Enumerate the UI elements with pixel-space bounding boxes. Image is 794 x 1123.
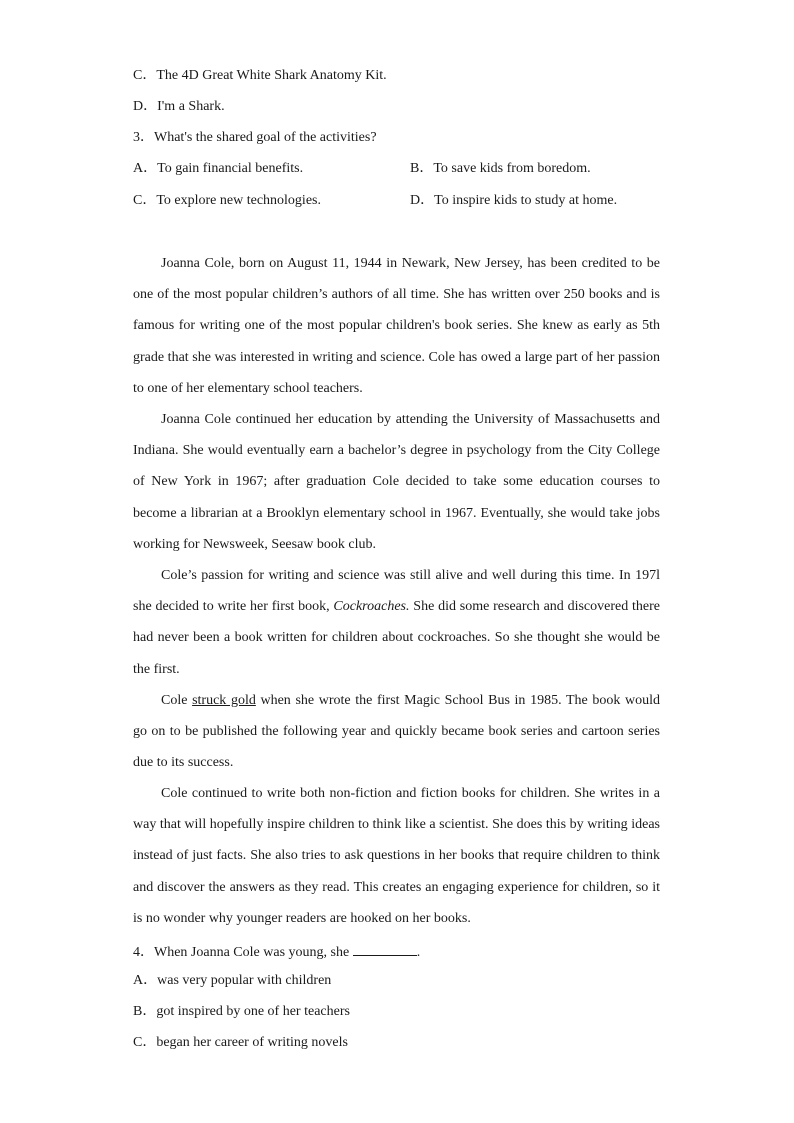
option-letter: B．: [410, 161, 434, 176]
option-letter: D．: [133, 99, 158, 114]
q3-option-b: [410, 160, 591, 178]
option-text: The 4D Great White Shark Anatomy Kit.: [156, 68, 387, 83]
paragraph-text: Joanna Cole continued her education by attending the University of Massachusetts and Indiana. She would eventually earn a bachelor’s degree in psychology from the City College of New York in 1967; after graduation Cole decided to take some education courses to become a librarian at a Brooklyn elementary school in 1967. Eventually, she would take jobs working for Newsweek, Seesaw book club.: [133, 412, 660, 552]
underlined-phrase: struck gold: [192, 693, 256, 708]
paragraph-text: Cole continued to write both non-fiction and fiction books for children. She writes in a way that will hopefully inspire children to think like a scientist. She does this by writing ideas instead of just facts. She also tries to ask questions in her books that require children to think and discover the answers as they read. This creates an engaging experience for children, so it is no wonder why younger readers are hooked on her books.: [133, 786, 660, 926]
option-letter: C．: [133, 193, 157, 208]
question-end: .: [416, 945, 421, 960]
option-text: I'm a Shark.: [157, 99, 225, 114]
question-number: 3．: [133, 130, 154, 145]
paragraph-text: Cole’s passion for writing and science was still alive and well during this time. In 197l she decided to write her first book,: [133, 568, 660, 615]
question-number: 4．: [133, 945, 154, 960]
option-letter: B．: [133, 1004, 157, 1019]
passage-paragraph-2: [133, 404, 660, 560]
option-letter: D．: [410, 193, 435, 208]
q4-option-a: [133, 972, 331, 990]
passage-paragraph-5: [133, 778, 660, 934]
q3-option-a: [133, 160, 303, 178]
question-text: What's the shared goal of the activities?: [154, 130, 377, 145]
option-text: To save kids from boredom.: [433, 161, 591, 176]
q3-option-d: [410, 192, 617, 210]
passage-paragraph-4: [133, 685, 660, 779]
q2-option-c: [133, 67, 387, 85]
q2-option-d: [133, 98, 225, 116]
answer-blank: [353, 941, 417, 956]
option-text: began her career of writing novels: [156, 1035, 348, 1050]
paragraph-text: Joanna Cole, born on August 11, 1944 in Newark, New Jersey, has been credited to be one of the most popular children’s authors of all time. She has written over 250 books and is famous for writing one of the most popular children's book series. She knew as early as 5th grade that she was interested in writing and science. Cole has owed a large part of her passion to one of her elementary school teachers.: [133, 256, 660, 396]
option-letter: A．: [133, 161, 158, 176]
option-text: To gain financial benefits.: [157, 161, 304, 176]
option-letter: A．: [133, 973, 158, 988]
question-3-stem: [133, 129, 377, 147]
paragraph-text: She did some research and discovered there had never been a book written for children about cockroaches. So she thought she would be the first.: [133, 599, 661, 677]
option-text: To explore new technologies.: [156, 193, 321, 208]
book-title: Cockroaches.: [333, 599, 410, 615]
paragraph-text: when she wrote the first Magic School Bus in 1985. The book would go on to be published the following year and quickly became book series and cartoon series due to its success.: [133, 693, 660, 771]
q4-option-c: [133, 1034, 348, 1052]
option-letter: C．: [133, 1035, 157, 1050]
option-text: To inspire kids to study at home.: [434, 193, 618, 208]
option-text: was very popular with children: [157, 973, 332, 988]
question-4-stem: [133, 941, 420, 962]
passage-paragraph-3: [133, 560, 660, 685]
option-letter: C．: [133, 68, 157, 83]
q4-option-b: [133, 1003, 350, 1021]
question-text: When Joanna Cole was young, she: [154, 945, 350, 960]
passage-paragraph-1: [133, 248, 660, 404]
q3-option-c: [133, 192, 321, 210]
option-text: got inspired by one of her teachers: [156, 1004, 350, 1019]
paragraph-text: Cole: [161, 693, 193, 708]
